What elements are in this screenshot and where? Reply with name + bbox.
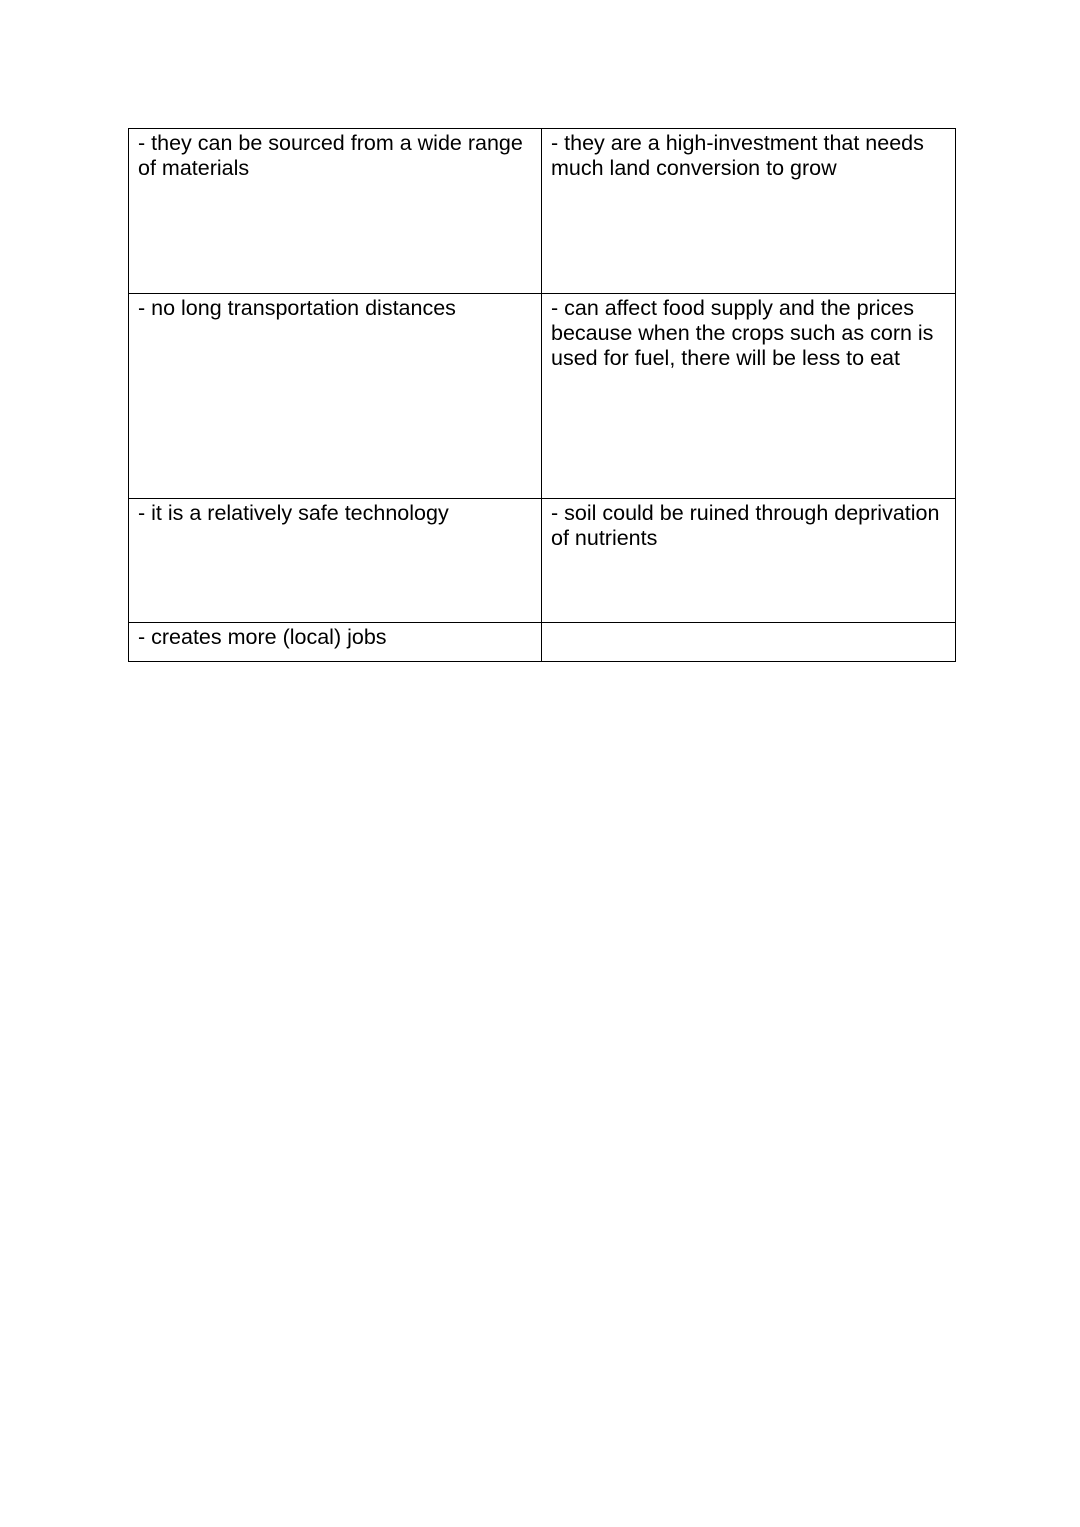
table-row (129, 294, 956, 499)
table-cell-right: - can affect food supply and the prices because when the crops such as corn is used for fuel, there will be less to eat (542, 294, 956, 499)
table-cell-left: - it is a relatively safe technology (129, 499, 542, 623)
table-cell-left: - they can be sourced from a wide range of materials (129, 129, 542, 294)
table-cell-left: - creates more (local) jobs (129, 623, 542, 662)
table-row (129, 129, 956, 294)
table-row (129, 499, 956, 623)
table-cell-left: - no long transportation distances (129, 294, 542, 499)
table-row (129, 623, 956, 662)
table-cell-right: - soil could be ruined through deprivation of nutrients (542, 499, 956, 623)
pros-cons-table (128, 128, 956, 662)
table-cell-right-empty (542, 623, 956, 662)
table-cell-right: - they are a high-investment that needs much land conversion to grow (542, 129, 956, 294)
